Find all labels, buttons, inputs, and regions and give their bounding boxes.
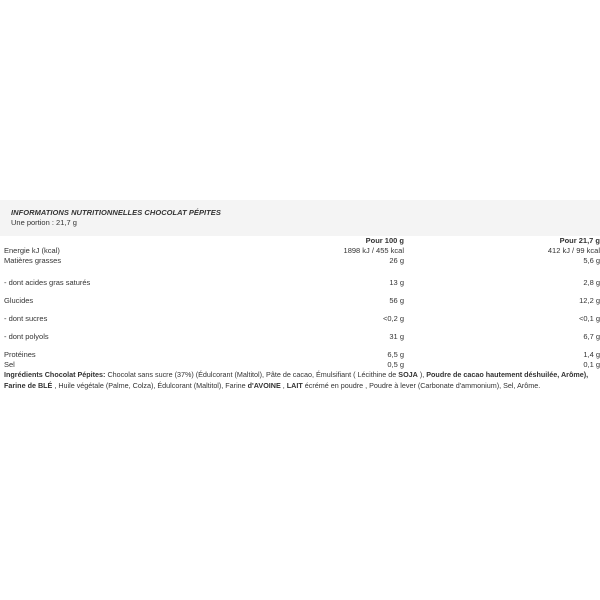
allergen-lait: LAIT: [286, 380, 303, 390]
value-per-portion: 0,1 g: [583, 360, 600, 369]
nutrient-label: - dont acides gras saturés: [4, 278, 91, 287]
nutrient-label: - dont sucres: [4, 314, 48, 323]
ingredients-bold-segment: Poudre de cacao hautement déshuilée, Arôme), Farine de BLÉ: [4, 370, 589, 390]
ingredients-text: [4, 370, 594, 391]
table-row: [4, 292, 600, 310]
value-per-100g: 1898 kJ / 455 kcal: [343, 246, 404, 255]
ingredients-segment: Chocolat sans sucre (37%) (Édulcorant (Maltitol), Pâte de cacao, Émulsifiant ( Lécithine de: [105, 370, 399, 379]
value-per-portion: 6,7 g: [583, 332, 600, 341]
table-row: [4, 310, 600, 328]
allergen-soja: SOJA: [398, 370, 418, 379]
nutrition-header: [0, 200, 600, 236]
value-per-portion: 2,8 g: [583, 278, 600, 287]
nutrient-label: Protéines: [4, 350, 36, 359]
value-per-portion: 12,2 g: [579, 296, 600, 305]
value-per-100g: 13 g: [389, 278, 404, 287]
column-header-per-portion: Pour 21,7 g: [559, 236, 600, 245]
nutrient-label: Glucides: [4, 296, 34, 305]
ingredients-segment: écrémé en poudre , Poudre à lever (Carbonate d'ammonium), Sel, Arôme.: [302, 380, 541, 390]
ingredients-heading: Ingrédients Chocolat Pépites:: [4, 370, 106, 379]
value-per-100g: 6,5 g: [387, 350, 404, 359]
nutrition-panel: [0, 200, 600, 391]
ingredients-segment: ,: [280, 380, 287, 390]
value-per-portion: <0,1 g: [578, 314, 600, 323]
portion-size: Une portion : 21,7 g: [11, 218, 77, 227]
value-per-100g: <0,2 g: [382, 314, 404, 323]
nutrient-label: Sel: [4, 360, 15, 369]
table-row: [4, 328, 600, 346]
table-row: [4, 360, 600, 370]
column-header-label: [4, 236, 304, 246]
value-per-100g: 0,5 g: [387, 360, 404, 369]
ingredients-segment: ),: [417, 370, 427, 379]
value-per-100g: 31 g: [389, 332, 404, 341]
value-per-portion: 412 kJ / 99 kcal: [547, 246, 600, 255]
nutrient-label: Energie kJ (kcal): [4, 246, 60, 255]
nutrient-label: - dont polyols: [4, 332, 49, 341]
value-per-portion: 1,4 g: [583, 350, 600, 359]
table-row: [4, 256, 600, 274]
table-row: [4, 274, 600, 292]
table-row: [4, 346, 600, 360]
table-row: [4, 246, 600, 256]
allergen-avoine: d'AVOINE: [247, 380, 281, 390]
value-per-100g: 56 g: [389, 296, 404, 305]
ingredients-segment: , Huile végétale (Palme, Colza), Édulcorant (Maltitol), Farine: [52, 380, 248, 390]
nutrient-label: Matières grasses: [4, 256, 62, 265]
value-per-100g: 26 g: [389, 256, 404, 265]
value-per-portion: 5,6 g: [583, 256, 600, 265]
column-header-per-100g: Pour 100 g: [365, 236, 404, 245]
nutrition-title: INFORMATIONS NUTRITIONNELLES CHOCOLAT PÉPITES: [11, 208, 221, 217]
table-header-row: [4, 236, 600, 246]
nutrition-table: [4, 236, 600, 370]
